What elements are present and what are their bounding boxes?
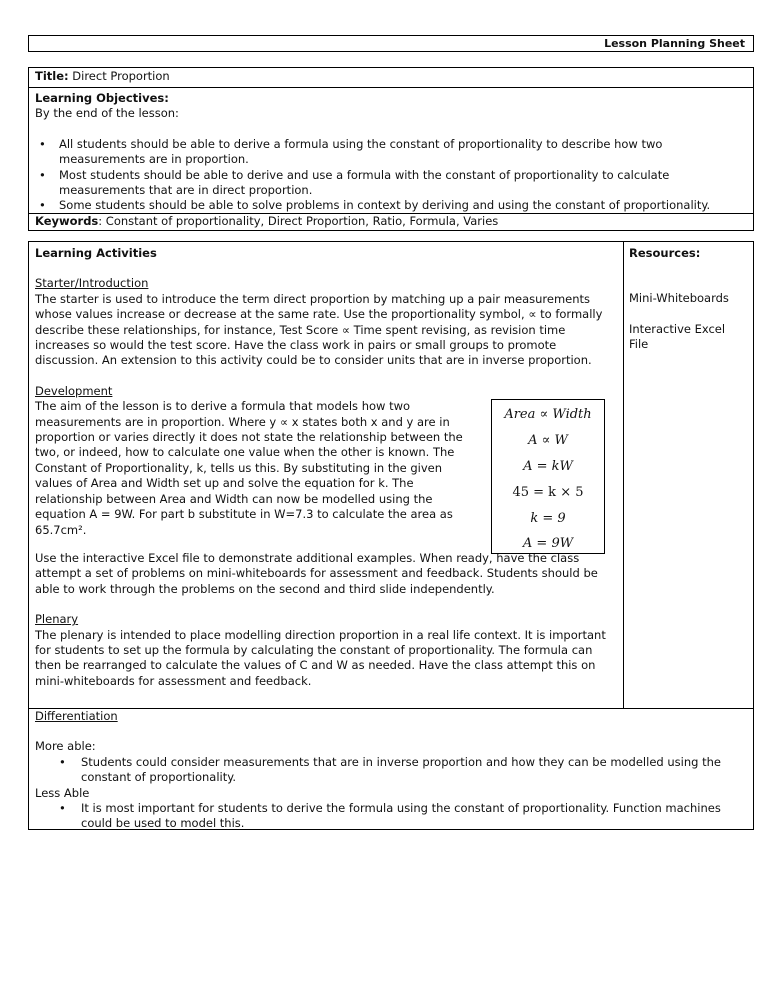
title-value: Direct Proportion — [72, 69, 170, 83]
more-able-item: • Students could consider measurements that are in inverse proportion and how they can be modelled using the constant of proportionality. — [35, 755, 747, 786]
formula-line: k = 9 — [530, 511, 566, 526]
title-label: Title: — [35, 69, 69, 83]
development-text-2: Use the interactive Excel file to demonstrate additional examples. When ready, have the class attempt a set of problems on mini-whiteboards for assessment and feedback. Students should be able to work through the problems on the second and third slide independently. — [35, 550, 598, 596]
objectives-list — [35, 137, 747, 214]
formula-line: A = 9W — [522, 536, 574, 551]
objective-item: • All students should be able to derive a formula using the constant of proportionality to describe how two measurements are in proportion. — [35, 137, 747, 168]
activities-table — [28, 241, 754, 830]
resources-heading: Resources: — [629, 246, 701, 260]
starter-heading: Starter/Introduction — [35, 276, 149, 291]
objective-item: • Most students should be able to derive and use a formula with the constant of proportionality to calculate measurements that are in direct proportion. — [35, 168, 747, 199]
formula-line: Area ∝ Width — [504, 407, 592, 422]
activities-heading: Learning Activities — [35, 246, 157, 260]
differentiation-heading: Differentiation — [35, 709, 118, 723]
less-able-item: • It is most important for students to derive the formula using the constant of proportionality. Function machines could be used to model this. — [35, 801, 747, 832]
starter-text: The starter is used to introduce the term direct proportion by matching up a pair measurements whose values increase or decrease at the same rate. Use the proportionality symbol, ∝ to formally describe these relationships, for instance, Test Score ∝ Time spent revising, as revision time increases so would the test score. Have the class work in pairs or small groups to promote discussion. An extension to this activity could be to consider units that are in inverse proportion. — [35, 291, 603, 368]
formula-line: 45 = k × 5 — [512, 485, 584, 500]
formula-line: A = kW — [523, 459, 573, 474]
less-able-label: Less Able — [35, 785, 90, 800]
keywords-value: : Constant of proportionality, Direct Proportion, Ratio, Formula, Varies — [98, 214, 499, 228]
lesson-overview-table — [28, 67, 754, 231]
objectives-intro: By the end of the lesson: — [35, 106, 179, 121]
differentiation-section — [35, 709, 747, 832]
less-able-list — [35, 801, 747, 832]
plenary-heading: Plenary — [35, 612, 79, 627]
formula-line: A ∝ W — [528, 433, 568, 448]
more-able-label: More able: — [35, 739, 96, 754]
resource-item: Interactive Excel File — [629, 321, 726, 352]
keywords-label: Keywords — [35, 214, 99, 228]
plenary-text: The plenary is intended to place modelling direction proportion in a real life context. It is important for students to set up the formula by calculating the constant of proportionality. The formula can then be rearranged to calculate the values of C and W as needed. Have the class attempt this on mini-whiteboards for assessment and feedback. — [35, 627, 606, 688]
header-bar — [28, 35, 754, 52]
objective-item: • Some students should be able to solve problems in context by deriving and using the constant of proportionality. — [35, 198, 747, 213]
page-title: Lesson Planning Sheet — [604, 37, 745, 50]
development-heading: Development — [35, 383, 113, 398]
resource-item: Mini-Whiteboards — [629, 291, 729, 306]
formula-box — [491, 399, 605, 554]
objectives-section — [35, 91, 747, 214]
development-text: The aim of the lesson is to derive a formula that models how two measurements are in proportion. Where y ∝ x states both x and y are in proportion or varies directly it does not state the relationship between the two, or indeed, how to calculate one value when the other is known. The Constant of Proportionality, k, tells us this. By substituting in the given values of Area and Width set up and solve the equation for k. The relationship between Area and Width can now be modelled using the equation A = 9W. For part b substitute in W=7.3 to calculate the area as 65.7cm². — [35, 399, 463, 537]
resources-column — [629, 246, 749, 353]
objectives-label: Learning Objectives: — [35, 91, 169, 105]
title-row — [35, 69, 747, 84]
column-divider — [623, 242, 624, 708]
more-able-list — [35, 755, 747, 786]
row-divider — [29, 87, 753, 88]
keywords-row — [35, 214, 747, 229]
